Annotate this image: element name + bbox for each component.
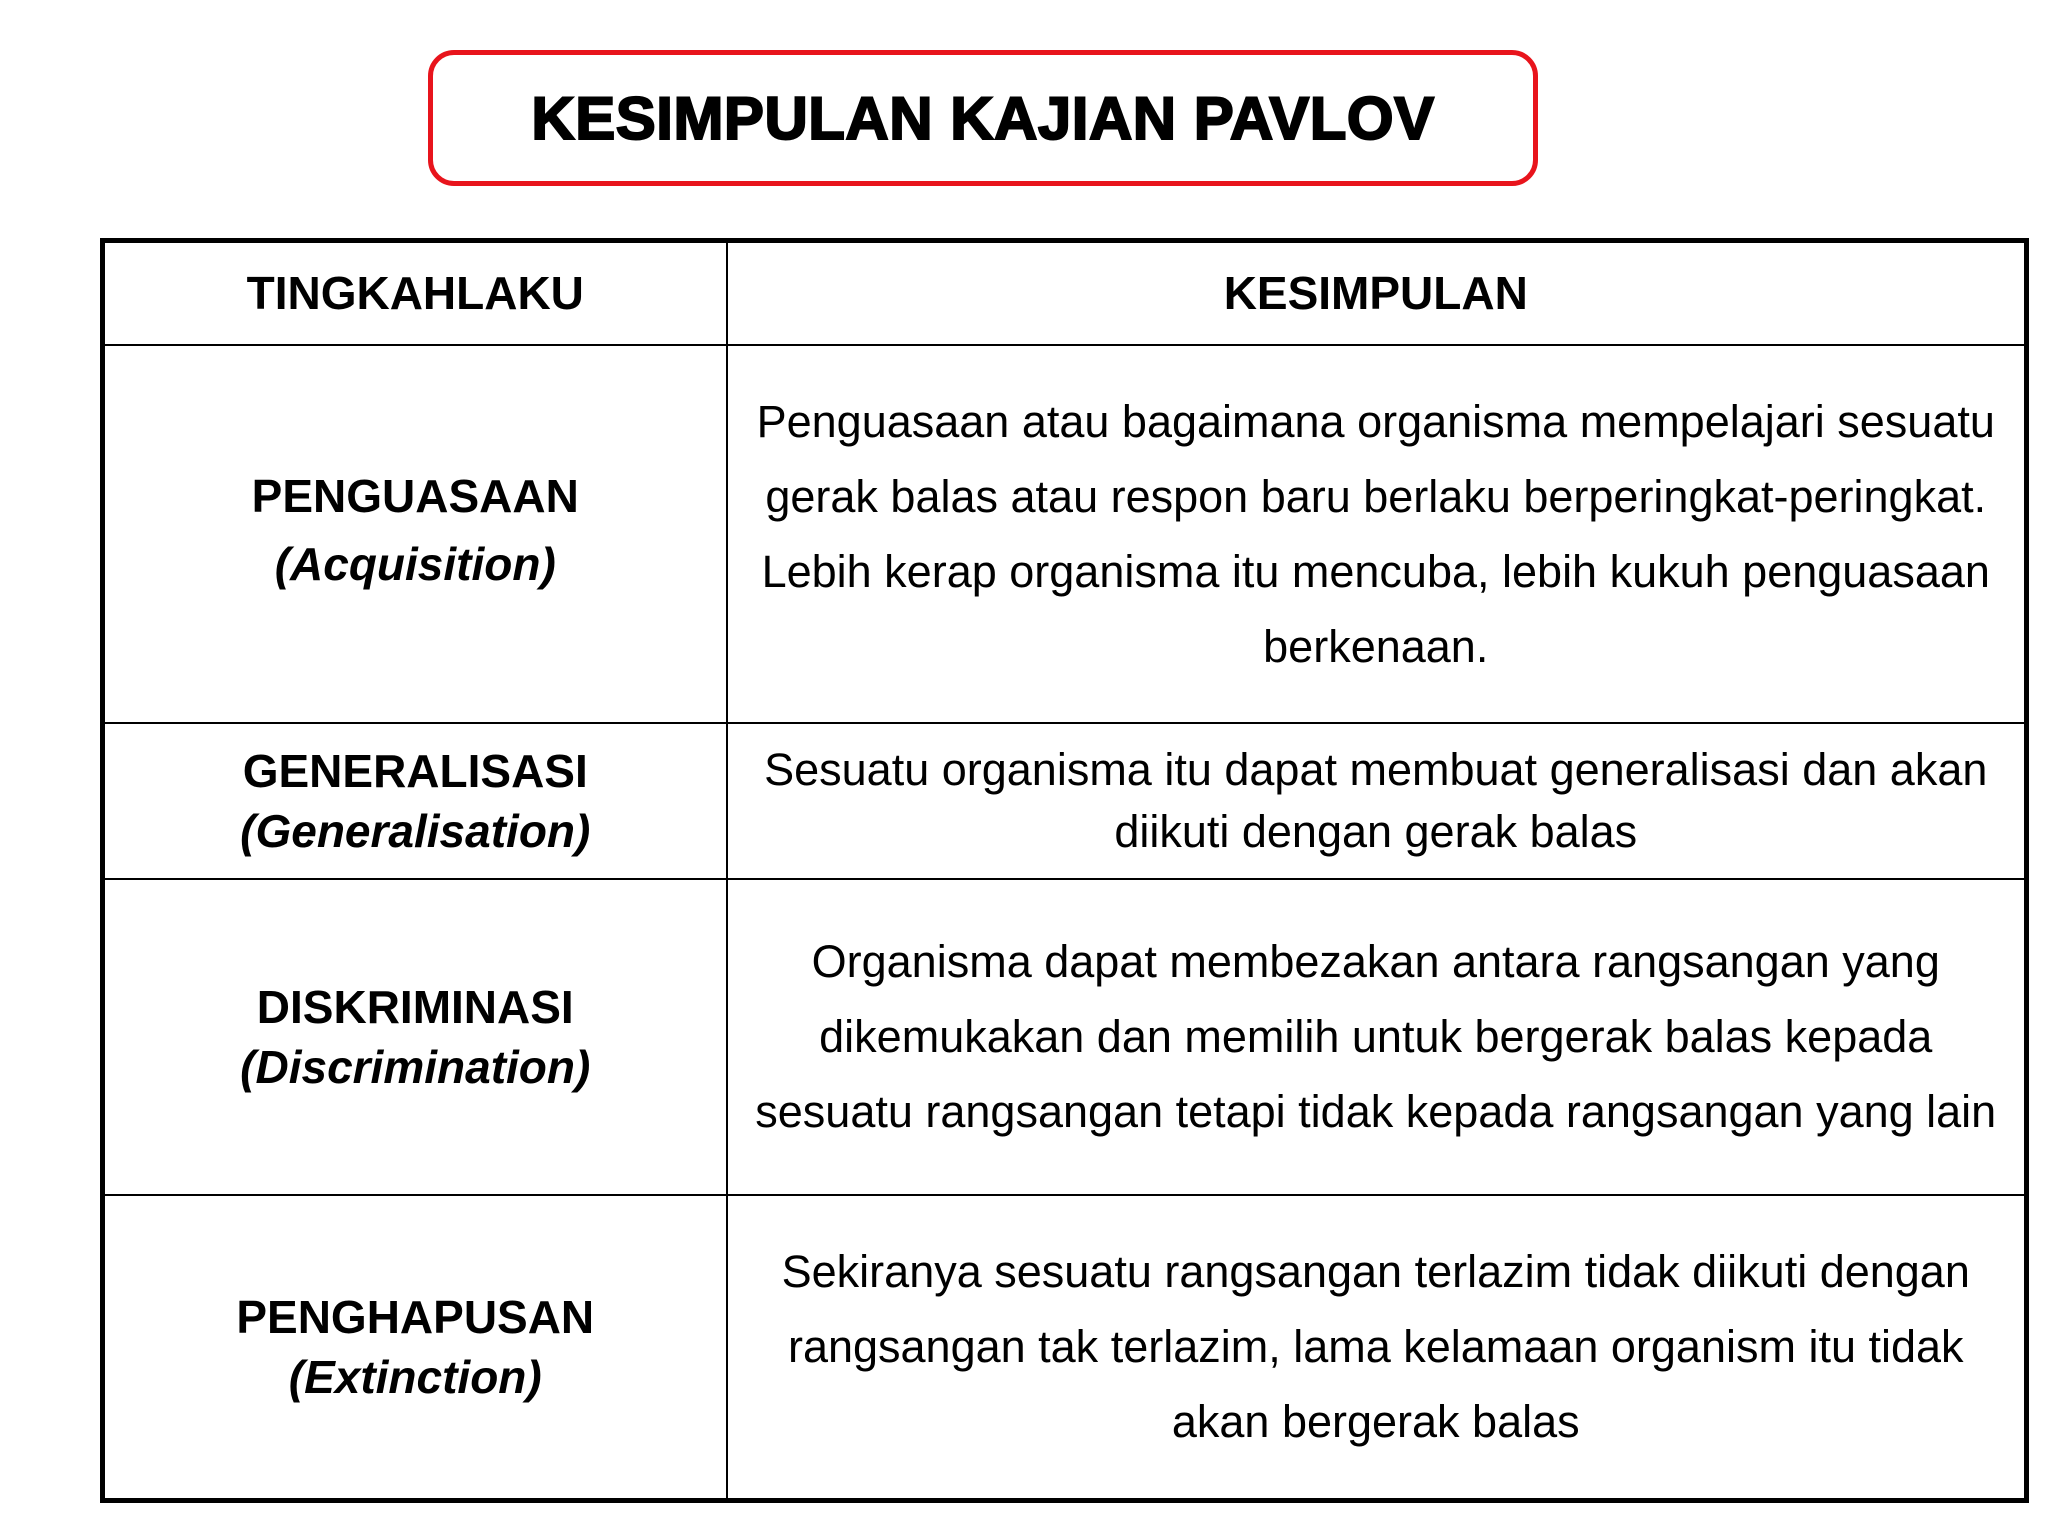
conclusion-cell: Penguasaan atau bagaimana organisma mempelajari sesuatu gerak balas atau respon baru berlaku berperingkat-peringkat. Lebih kerap organisma itu mencuba, lebih kukuh penguasaan berkenaan.	[727, 345, 2027, 723]
behaviour-name: GENERALISASI	[242, 744, 588, 797]
behaviour-cell	[103, 879, 727, 1195]
summary-table	[100, 238, 2029, 1503]
table-row	[103, 345, 2027, 723]
behaviour-name: PENGUASAAN	[251, 469, 579, 522]
behaviour-english: (Acquisition)	[274, 537, 556, 590]
table-header-row	[103, 241, 2027, 345]
conclusion-cell: Sekiranya sesuatu rangsangan terlazim tidak diikuti dengan rangsangan tak terlazim, lama kelamaan organism itu tidak akan bergerak balas	[727, 1195, 2027, 1501]
column-header-conclusion: KESIMPULAN	[727, 241, 2027, 345]
title-box	[428, 50, 1538, 186]
conclusion-cell: Sesuatu organisma itu dapat membuat generalisasi dan akan diikuti dengan gerak balas	[727, 723, 2027, 879]
conclusion-cell: Organisma dapat membezakan antara rangsangan yang dikemukakan dan memilih untuk bergerak balas kepada sesuatu rangsangan tetapi tidak kepada rangsangan yang lain	[727, 879, 2027, 1195]
page-title: KESIMPULAN KAJIAN PAVLOV	[531, 84, 1435, 152]
column-header-behaviour: TINGKAHLAKU	[103, 241, 727, 345]
behaviour-cell	[103, 345, 727, 723]
behaviour-name: PENGHAPUSAN	[236, 1290, 595, 1343]
behaviour-english: (Extinction)	[288, 1350, 542, 1403]
behaviour-cell	[103, 723, 727, 879]
behaviour-cell	[103, 1195, 727, 1501]
table-row	[103, 723, 2027, 879]
table-row	[103, 1195, 2027, 1501]
table-row	[103, 879, 2027, 1195]
behaviour-english: (Discrimination)	[240, 1040, 591, 1093]
behaviour-name: DISKRIMINASI	[256, 980, 574, 1033]
behaviour-english: (Generalisation)	[240, 804, 591, 857]
